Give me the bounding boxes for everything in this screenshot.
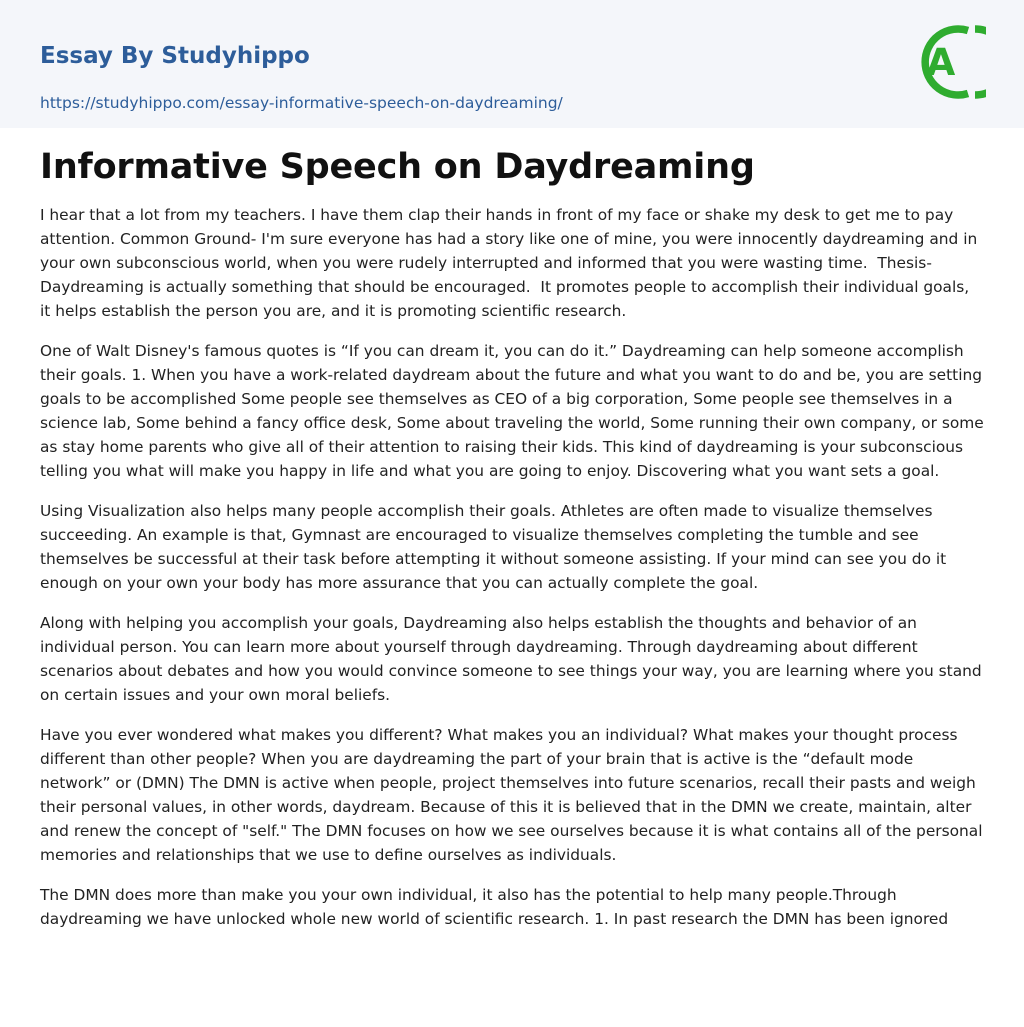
essay-url-link[interactable]: https://studyhippo.com/essay-informative-speech-on-daydreaming/ bbox=[40, 94, 563, 112]
article-title: Informative Speech on Daydreaming bbox=[40, 147, 755, 187]
logo-letter: A bbox=[926, 41, 956, 84]
article-paragraph-3: Using Visualization also helps many people accomplish their goals. Athletes are often made to visualize themselves succeeding. An example is that, Gymnast are encouraged to visualize themselves completing the tumble and see themselves be successful at their task before attempting it without someone assisting. If your mind can see you do it enough on your own your body has more assurance that you can actually complete the goal. bbox=[40, 502, 952, 592]
site-header bbox=[0, 0, 1024, 128]
article-paragraph-4: Along with helping you accomplish your goals, Daydreaming also helps establish the thoughts and behavior of an individual person. You can learn more about yourself through daydreaming. Through daydreaming about different scenarios about debates and how you would convince someone to see things your way, you are learning where you stand on certain issues and your own moral beliefs. bbox=[40, 614, 987, 704]
article-paragraph-6: The DMN does more than make you your own individual, it also has the potential to help many people.Through daydreaming we have unlocked whole new world of scientific research. 1. In past research the DMN has been ignored bbox=[40, 886, 949, 928]
article-paragraph-5: Have you ever wondered what makes you different? What makes you an individual? What makes your thought process different than other people? When you are daydreaming the part of your brain that is active is the “default mode network” or (DMN) The DMN is active when people, project themselves into future scenarios, recall their pasts and weigh their personal values, in other words, daydream. Because of this it is believed that in the DMN we create, maintain, alter and renew the concept of "self." The DMN focuses on how we see ourselves because it is what contains all of the personal memories and relationships that we use to define ourselves as individuals. bbox=[40, 726, 988, 864]
article bbox=[0, 145, 1024, 931]
site-brand[interactable]: Essay By Studyhippo bbox=[40, 43, 310, 69]
article-paragraph-2: One of Walt Disney's famous quotes is “If you can dream it, you can do it.” Daydreaming can help someone accomplish their goals. 1. When you have a work-related daydream about the future and what you want to do and be, you are setting goals to be accomplished Some people see themselves as CEO of a big corporation, Some people see themselves in a science lab, Some behind a fancy office desk, Some about traveling the world, Some running their own company, or some as stay home parents who give all of their attention to raising their kids. This kind of daydreaming is your subconscious telling you what will make you happy in life and what you are going to enjoy. Discovering what you want sets a goal. bbox=[40, 342, 989, 480]
article-paragraph-1: I hear that a lot from my teachers. I have them clap their hands in front of my face or shake my desk to get me to pay attention. Common Ground- I'm sure everyone has had a story like one of mine, you were innocently daydreaming and in your own subconscious world, when you were rudely interrupted and informed that you were wasting time. Thesis- Daydreaming is actually something that should be encouraged. It promotes people to accomplish their individual goals, it helps establish the person you are, and it is promoting scientific research. bbox=[40, 206, 983, 320]
studyhippo-logo-icon[interactable] bbox=[912, 18, 986, 106]
